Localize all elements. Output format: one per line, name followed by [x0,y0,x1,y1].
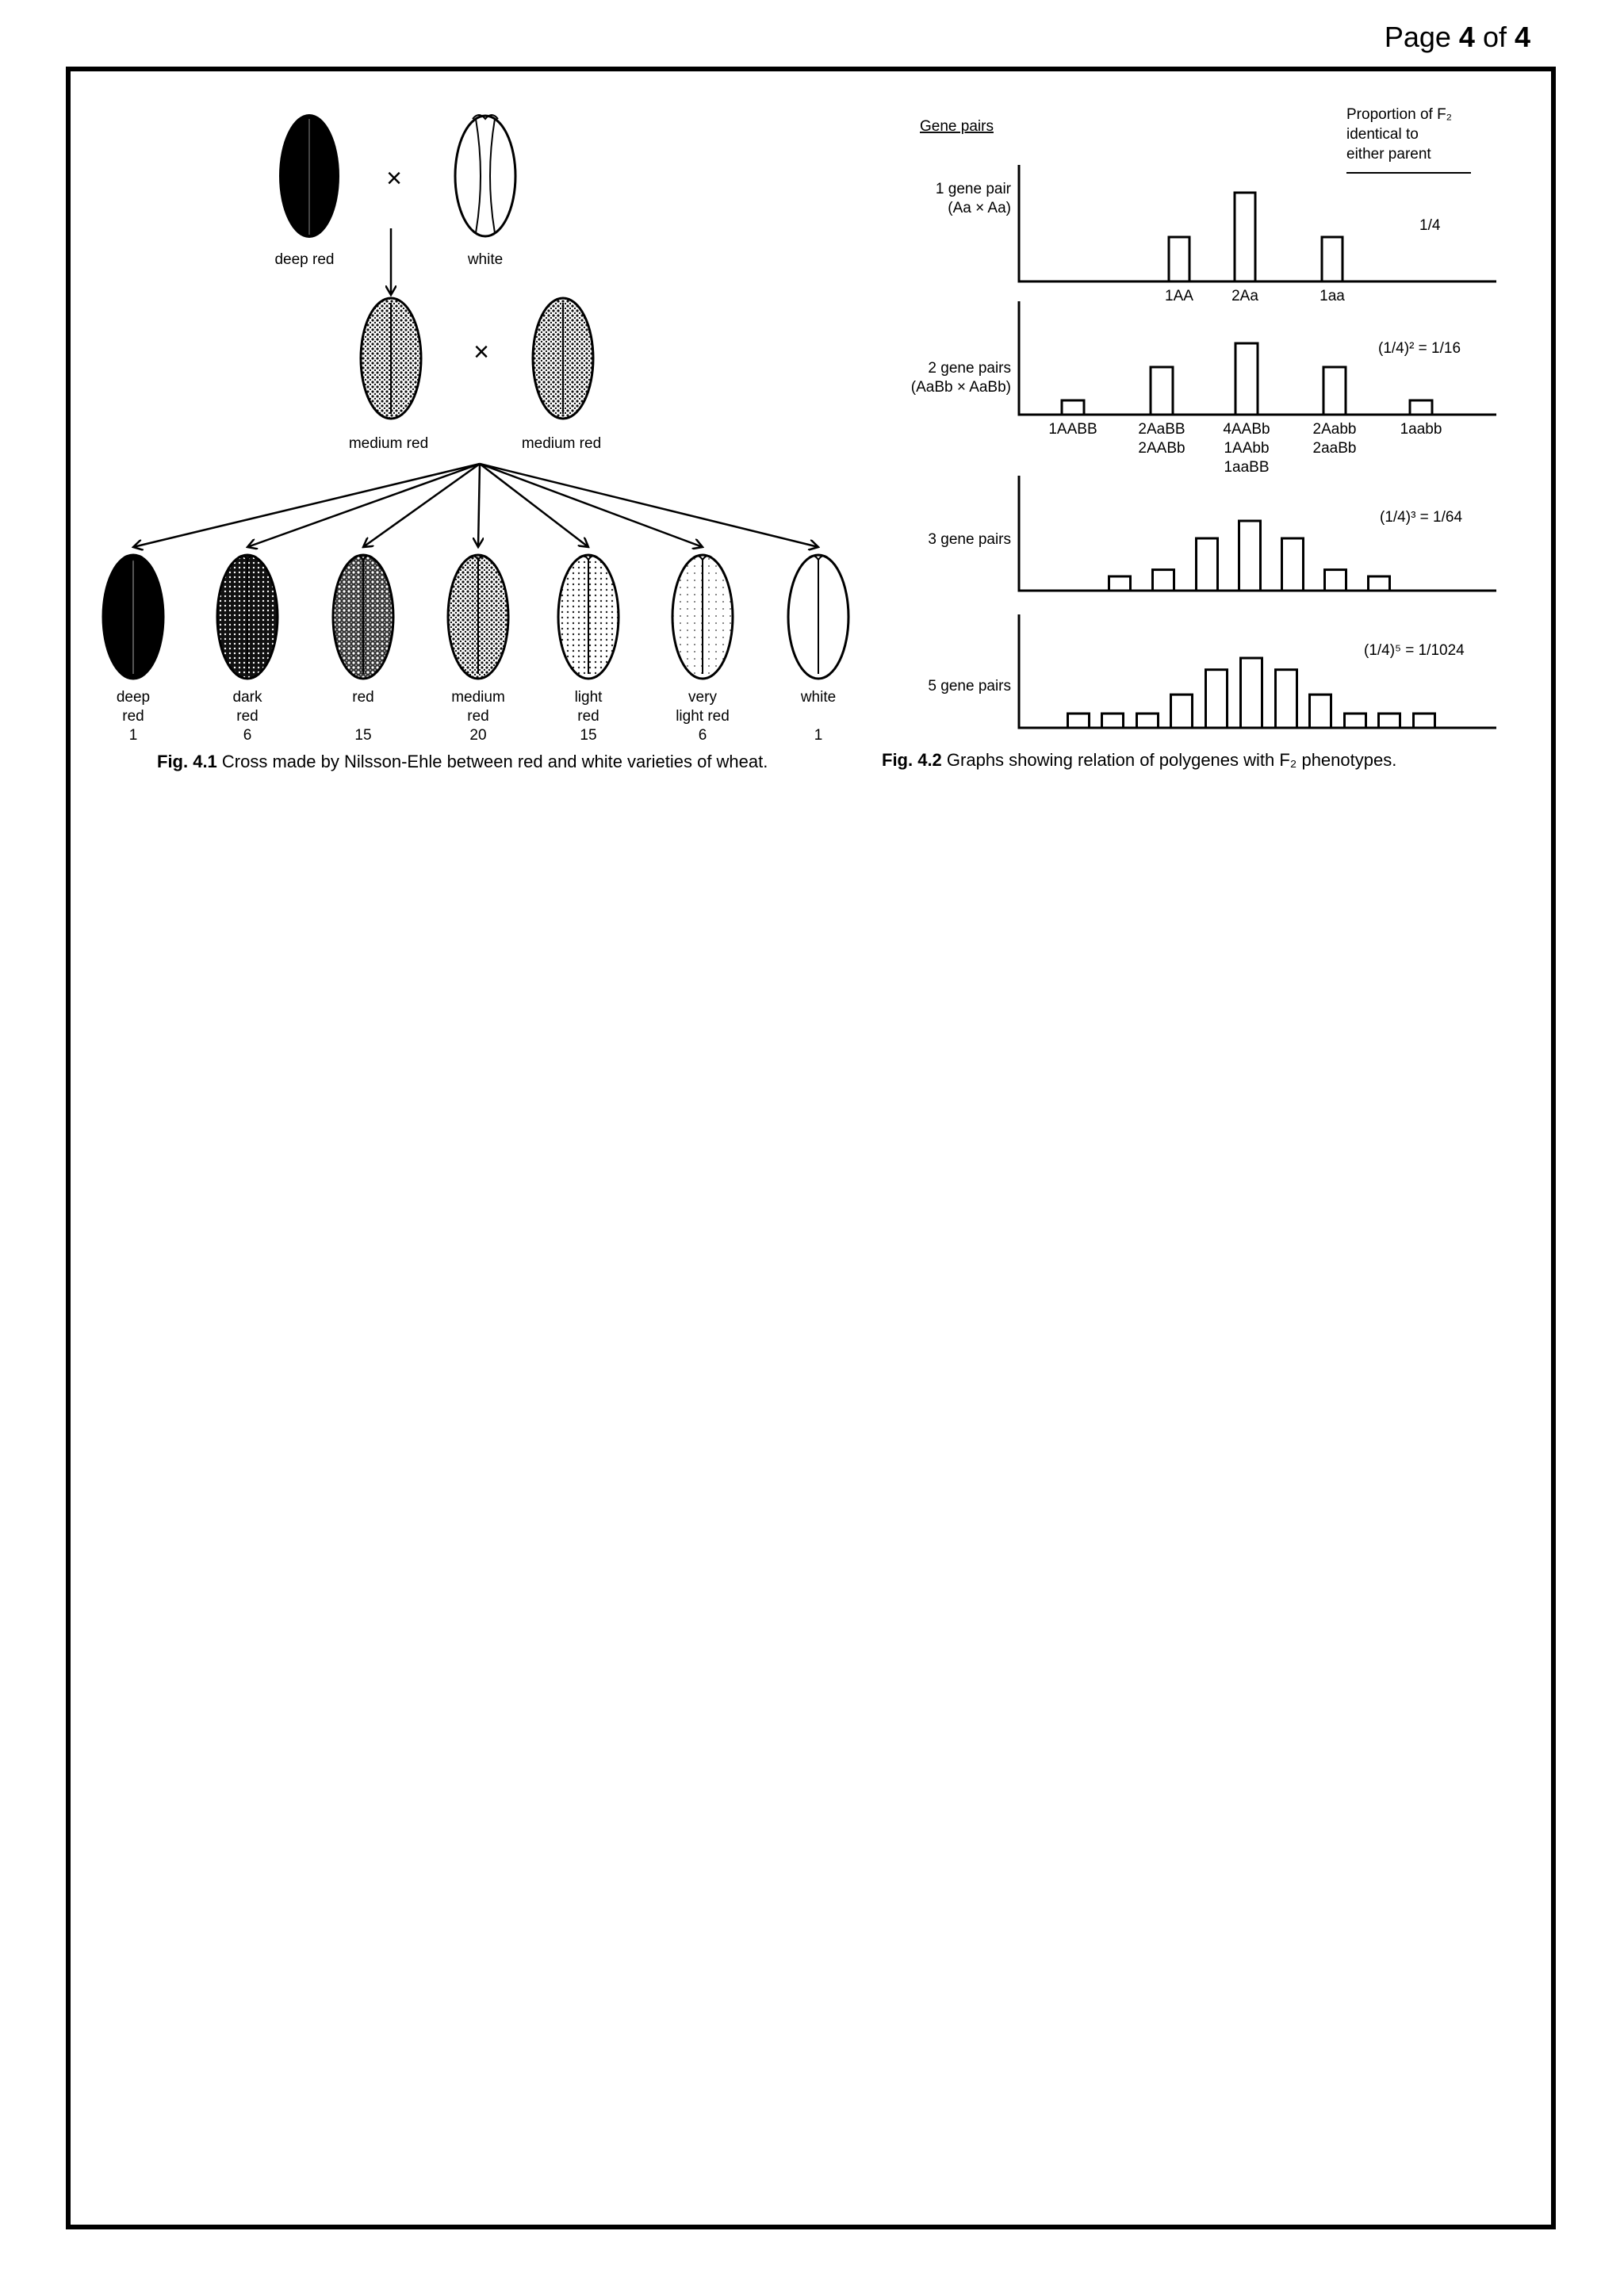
page-middle: of [1474,21,1515,53]
graph-panel [928,614,1496,728]
gene-pairs-label: (AaBb × AaBb) [910,379,1011,396]
gene-pairs-label: 3 gene pairs [928,531,1011,548]
f2-count: 15 [354,727,372,744]
phenotype-bar [1068,714,1090,728]
genotype-label: 1AABB [1048,421,1097,438]
phenotype-bar [1322,237,1342,281]
graph-panel [911,301,1496,476]
f2-count: 1 [814,727,823,744]
figure-4-2-caption-label: Fig. 4.2 [882,750,942,770]
proportion-value: (1/4)⁵ = 1/1024 [1364,642,1465,659]
f2-count: 1 [128,727,138,744]
genotype-label: 2AABb [1138,440,1185,457]
phenotype-bar [1239,521,1261,591]
page-prefix: Page [1384,21,1459,53]
phenotype-bar [1109,576,1131,591]
graph-panels [911,165,1496,728]
phenotype-bar [1197,538,1218,591]
f1-cross-symbol: × [473,337,489,367]
figure-4-1-caption-text: Cross made by Nilsson-Ehle between red and white varieties of wheat. [216,752,768,771]
proportion-value: 1/4 [1419,217,1441,234]
phenotype-bar [1235,193,1255,281]
genotype-label: 1AAbb [1224,440,1270,457]
phenotype-bar [1169,237,1189,281]
f2-count: 20 [469,727,487,744]
phenotype-bar [1379,714,1400,728]
f2-label-line2: red [467,708,489,725]
f1-left-label: medium red [348,435,429,452]
phenotype-bar [1153,570,1174,591]
genotype-label: 1aaBB [1224,459,1270,476]
genotype-label: 2Aa [1231,288,1258,304]
genotype-label: 1aabb [1400,421,1442,438]
parent-deep-red-label: deep red [274,251,335,268]
f1-right-label: medium red [521,435,602,452]
f2-label-line1: light [574,689,603,706]
gene-pairs-header: Gene pairs [920,118,994,135]
f2-label-line1: red [352,689,374,706]
phenotype-bar [1235,343,1258,415]
proportion-header-line: either parent [1346,146,1431,163]
f2-label-line2: light red [676,708,730,725]
f2-count: 6 [698,727,707,744]
f2-label-line2: red [236,708,259,725]
parent-white-label: white [467,251,504,268]
genotype-label: 1AA [1165,288,1193,304]
gene-pairs-label: 2 gene pairs [928,360,1011,377]
phenotype-bar [1410,400,1432,415]
proportion-header [1346,106,1452,163]
gene-pairs-label: 5 gene pairs [928,678,1011,695]
genotype-label: 4AABb [1223,421,1270,438]
phenotype-bar [1325,570,1346,591]
phenotype-bar [1062,400,1084,415]
phenotype-bar [1369,576,1390,591]
proportion-value: (1/4)³ = 1/64 [1380,509,1463,526]
f2-label-line1: white [800,689,837,706]
phenotype-bar [1345,714,1366,728]
f2-label-line1: deep [116,689,151,706]
genotype-label: 2Aabb [1312,421,1357,438]
gene-pairs-label: (Aa × Aa) [948,200,1011,216]
page-current: 4 [1458,21,1475,53]
phenotype-bar [1171,695,1193,728]
f2-label-line1: very [688,689,717,706]
page-total: 4 [1514,21,1530,53]
genotype-label: 2AaBB [1138,421,1185,438]
genotype-label: 2aaBb [1312,440,1357,457]
proportion-header-line: Proportion of F₂ [1346,106,1453,123]
phenotype-bar [1276,670,1297,728]
parents-cross-symbol: × [386,163,402,193]
phenotype-bar [1414,714,1435,728]
phenotype-bar [1241,658,1262,728]
figure-4-2-caption-text: Graphs showing relation of polygenes with F₂ phenotypes. [941,750,1397,770]
phenotype-bar [1137,714,1159,728]
phenotype-bar [1102,714,1124,728]
graph-panel [928,476,1496,591]
phenotype-bar [1323,367,1346,415]
f2-label-line1: medium [451,689,505,706]
figure-4-2-caption [882,750,1396,770]
f2-label-line1: dark [232,689,262,706]
phenotype-bar [1151,367,1173,415]
graph-panel [936,165,1496,304]
f2-count: 6 [243,727,252,744]
proportion-value: (1/4)² = 1/16 [1378,340,1461,357]
phenotype-bar [1310,695,1331,728]
genotype-label: 1aa [1320,288,1345,304]
phenotype-bar [1206,670,1228,728]
f2-count: 15 [580,727,597,744]
f2-label-line2: red [577,708,599,725]
f2-label-line2: red [122,708,144,725]
phenotype-bar [1282,538,1304,591]
figure-4-1-caption-label: Fig. 4.1 [157,752,217,771]
gene-pairs-label: 1 gene pair [935,181,1011,197]
proportion-header-line: identical to [1346,126,1419,143]
